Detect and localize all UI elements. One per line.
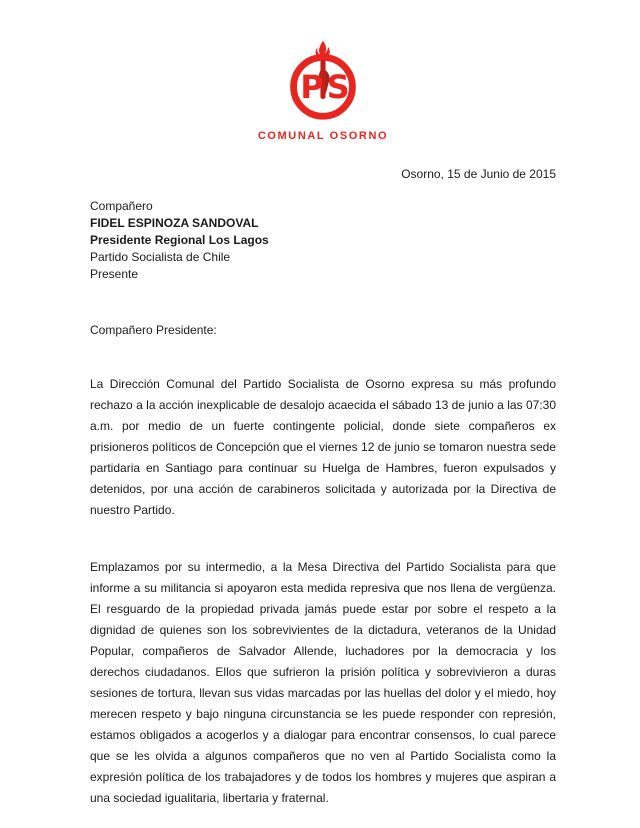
dateline: Osorno, 15 de Junio de 2015: [401, 167, 556, 181]
recipient-presente: Presente: [90, 267, 139, 281]
salutation: Compañero Presidente:: [90, 323, 217, 337]
recipient-title: Presidente Regional Los Lagos: [90, 233, 269, 247]
logo-letter-p: P: [300, 70, 324, 107]
recipient-greeting: Compañero: [90, 199, 153, 213]
paragraph-1: La Dirección Comunal del Partido Socialista de Osorno expresa su más profundo rechazo a la acción inexplicable de desalojo acaecida el sábado 13 de junio a las 07:30 a.m. por medio de un fuerte contingente policial, donde siete compañeros ex prisioneros políticos de Concepción que el viernes 12 de junio se tomaron nuestra sede partidaria en Santiago para continuar su Huelga de Hambres, fueron expulsados y detenidos, por una acción de carabineros solicitada y autorizada por la Directiva de nuestro Partido.: [90, 377, 556, 517]
recipient-organization: Partido Socialista de Chile: [90, 250, 231, 264]
paragraph-2: Emplazamos por su intermedio, a la Mesa Directiva del Partido Socialista para que informe a su militancia si apoyaron esta medida represiva que nos llena de vergüenza. El resguardo de la propiedad privada jamás puede estar por sobre el respeto a la dignidad de quienes son los sobrevivientes de la dictadura, veteranos de la Unidad Popular, compañeros de Salvador Allende, luchadores por la democracia y los derechos ciudadanos. Ellos que sufrieron la prisión política y sobrevivieron a duras sesiones de tortura, llevan sus vidas marcadas por las huellas del dolor y el miedo, hoy merecen respeto y bajo ninguna circunstancia se les puede responder con represión, estamos obligados a acogerlos y a dialogar para encontrar consensos, lo cual parece que se les olvida a algunos compañeros que no ven al Partido Socialista como la expresión política de los trabajadores y de todos los hombres y mujeres que aspiran a una sociedad igualitaria, libertaria y fraternal.: [90, 560, 556, 805]
recipient-name: FIDEL ESPINOZA SANDOVAL: [90, 216, 259, 230]
logo-letter-s: S: [326, 70, 350, 107]
ps-logo-graphic: [285, 40, 361, 120]
ps-party-logo: [285, 40, 361, 120]
org-name: COMUNAL OSORNO: [257, 130, 389, 142]
recipient-block: [90, 198, 556, 283]
letterhead: [90, 40, 556, 143]
